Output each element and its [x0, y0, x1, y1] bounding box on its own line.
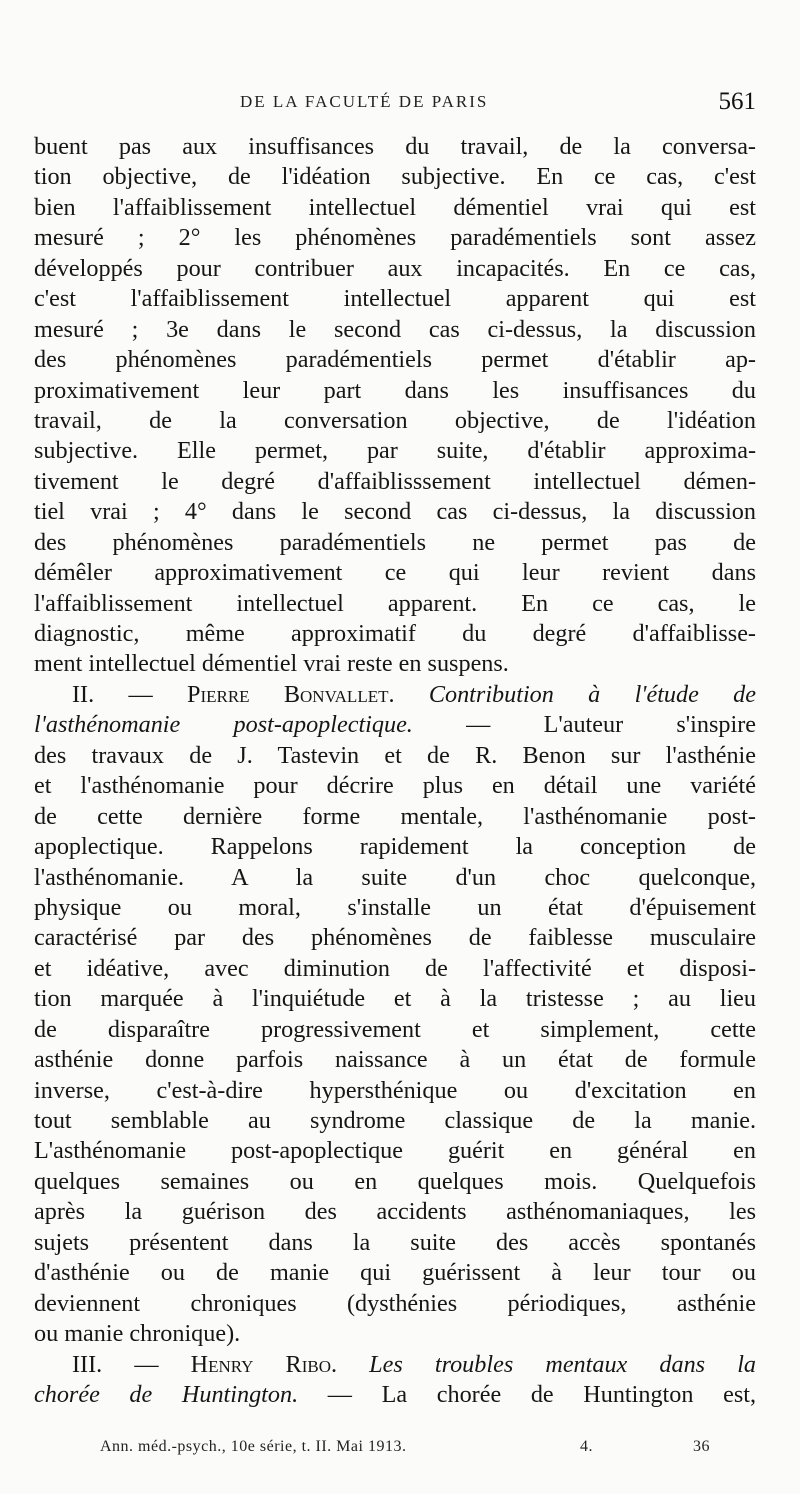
section-text: — L'auteur s'inspire	[466, 711, 756, 739]
text-line: des travaux de J. Tastevin et de R. Benon sur l'asthénie	[34, 741, 756, 769]
text-line: démêler approximativement ce qui leur revient dans	[34, 559, 756, 587]
text-line: physique ou moral, s'installe un état d'épuisement	[34, 893, 756, 921]
text-line: bien l'affaiblissement intellectuel démentiel vrai qui est	[34, 193, 756, 221]
section-text: — La chorée de Huntington est,	[327, 1380, 756, 1408]
text-line: d'asthénie ou de manie qui guérissent à leur tour ou	[34, 1259, 756, 1287]
page-number: 561	[718, 88, 756, 115]
footer-sheet-number: 36	[693, 1438, 710, 1455]
section-title: Contribution à l'étude de	[428, 680, 756, 708]
text-line: asthénie donne parfois naissance à un état de formule	[34, 1046, 756, 1074]
text-line: tout semblable au syndrome classique de la manie.	[34, 1107, 756, 1134]
text-line: des phénomènes paradémentiels ne permet pas de	[34, 528, 756, 556]
text-line: tion objective, de l'idéation subjective. En ce cas, c'est	[34, 163, 756, 191]
text-line: et l'asthénomanie pour décrire plus en détail une variété	[34, 772, 756, 800]
page-header	[40, 88, 756, 122]
page-footer	[100, 1438, 710, 1462]
text-line: subjective. Elle permet, par suite, d'établir approxima-	[34, 437, 756, 465]
paragraph-continuation	[34, 132, 756, 680]
text-line: deviennent chroniques (dysthénies périodiques, asthénie	[34, 1289, 756, 1317]
text-line: tiel vrai ; 4° dans le second cas ci-dessus, la discussion	[34, 498, 756, 526]
text-line: tivement le degré d'affaiblisssement intellectuel démen-	[34, 467, 756, 495]
text-line: proximativement leur part dans les insuffisances du	[34, 376, 756, 404]
section-title-line	[34, 1380, 756, 1410]
footer-signature-mark: 4.	[580, 1438, 593, 1455]
text-line: buent pas aux insuffisances du travail, de la conversa-	[34, 133, 756, 160]
footer-journal-signature: Ann. méd.-psych., 10e série, t. II. Mai 1913.	[100, 1438, 407, 1455]
text-line: des phénomènes paradémentiels permet d'établir ap-	[34, 346, 756, 374]
section-heading-line	[34, 680, 756, 710]
text-line: L'asthénomanie post-apoplectique guérit en général en	[34, 1137, 756, 1165]
text-line: développés pour contribuer aux incapacités. En ce cas,	[34, 254, 756, 282]
section-title-line	[34, 710, 756, 740]
text-line: l'affaiblissement intellectuel apparent. En ce cas, le	[34, 589, 756, 617]
text-line: sujets présentent dans la suite des accès spontanés	[34, 1228, 756, 1256]
section-numeral: II. —	[72, 680, 153, 708]
page-body	[34, 132, 756, 1410]
text-line: inverse, c'est-à-dire hypersthénique ou d'excitation en	[34, 1076, 756, 1104]
text-line: ou manie chronique).	[34, 1320, 241, 1348]
text-line: mesuré ; 2° les phénomènes paradémentiels sont assez	[34, 224, 756, 252]
text-line: apoplectique. Rappelons rapidement la conception de	[34, 833, 756, 861]
paragraph-section-2	[34, 741, 756, 1350]
section-title-end: chorée de Huntington.	[34, 1380, 299, 1408]
text-line: caractérisé par des phénomènes de faiblesse musculaire	[34, 924, 756, 952]
section-numeral: III. —	[72, 1350, 159, 1378]
text-line: travail, de la conversation objective, de l'idéation	[34, 406, 756, 434]
text-line: diagnostic, même approximatif du degré d'affaiblisse-	[34, 620, 756, 647]
text-line: l'asthénomanie. A la suite d'un choc quelconque,	[34, 863, 756, 891]
section-heading-line	[34, 1350, 756, 1380]
text-line: et idéative, avec diminution de l'affectivité et disposi-	[34, 954, 756, 982]
text-line: quelques semaines ou en quelques mois. Quelquefois	[34, 1167, 756, 1195]
text-line: après la guérison des accidents asthénomaniaques, les	[34, 1198, 756, 1226]
section-author: Henry Ribo.	[190, 1350, 338, 1378]
text-line: c'est l'affaiblissement intellectuel apparent qui est	[34, 285, 756, 313]
text-line: mesuré ; 3e dans le second cas ci-dessus, la discussion	[34, 315, 756, 343]
section-author: Pierre Bonvallet.	[187, 680, 395, 708]
text-line: de cette dernière forme mentale, l'asthénomanie post-	[34, 802, 756, 830]
text-line: de disparaître progressivement et simplement, cette	[34, 1015, 756, 1043]
running-head: DE LA FACULTÉ DE PARIS	[240, 92, 489, 111]
section-title: Les troubles mentaux dans la	[369, 1350, 756, 1378]
text-line: tion marquée à l'inquiétude et à la tristesse ; au lieu	[34, 985, 756, 1013]
section-title-end: l'asthénomanie post-apoplectique.	[34, 711, 413, 739]
text-line: ment intellectuel démentiel vrai reste en suspens.	[34, 650, 509, 678]
